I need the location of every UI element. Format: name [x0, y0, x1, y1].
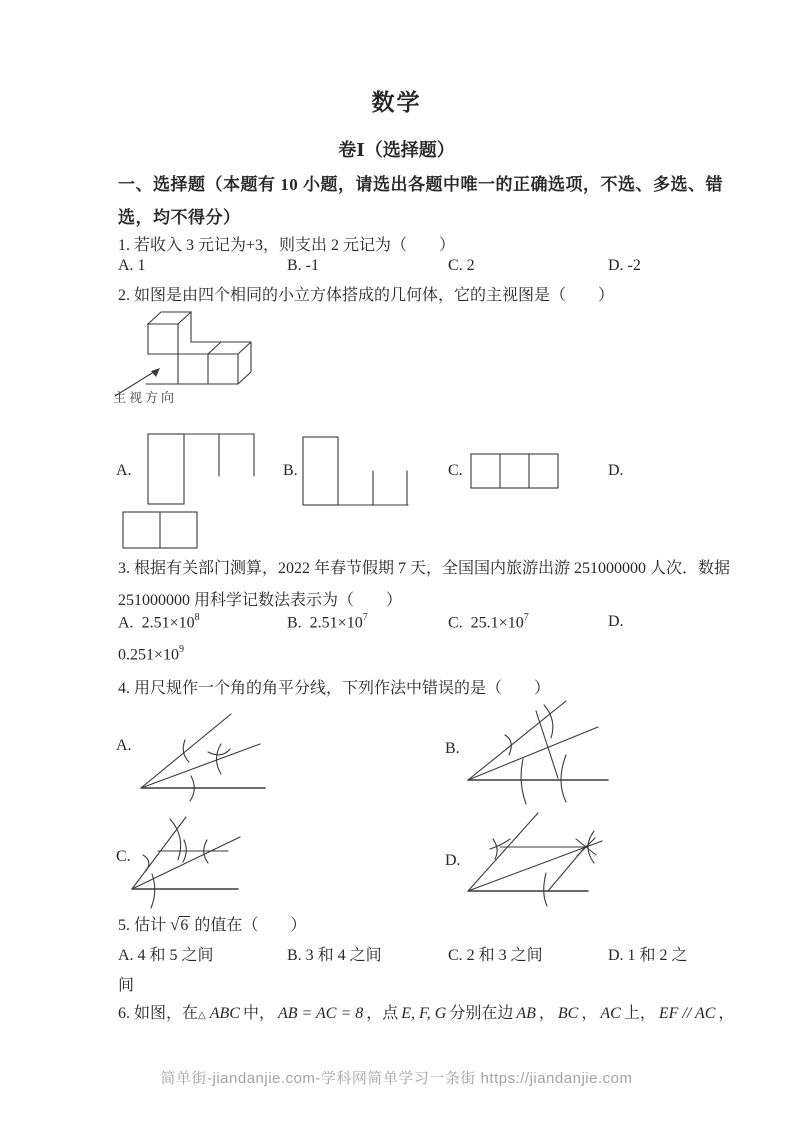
- q2-option-d-figure: [122, 511, 200, 551]
- triangle-symbol: △: [198, 1010, 206, 1021]
- q1-option-b: B. -1: [287, 257, 319, 274]
- q5-stem: [118, 912, 306, 935]
- q5-option-c: C. 2 和 3 之间: [448, 947, 543, 964]
- q2-option-d-label: D.: [608, 462, 624, 479]
- section-heading-line1: 一、选择题（本题有 10 小题，请选出各题中唯一的正确选项，不选、多选、错: [118, 175, 723, 194]
- q2-cube-solid-figure: [113, 304, 273, 386]
- q4-option-b-label: B.: [445, 740, 460, 757]
- q2-option-b-label: B.: [283, 462, 298, 479]
- section-heading-line2: 选，均不得分）: [118, 208, 241, 227]
- exam-title: 数学: [371, 90, 422, 115]
- q6-stem: 6. 如图，在△ ABC 中， AB = AC = 8 ，点 E, F, G 分别在边 AB ， BC ， AC 上， EF // AC ，: [118, 1005, 735, 1022]
- q4-option-d-figure: [446, 813, 616, 907]
- q5-radical-sign: √: [170, 915, 180, 934]
- q4-option-b-figure: [448, 697, 616, 815]
- q5-radicand: 6: [180, 917, 189, 934]
- q2-option-b-figure: [301, 435, 411, 509]
- q5-options: [118, 942, 688, 964]
- q4-option-c-label: C.: [116, 848, 131, 865]
- q2-option-c-label: C.: [448, 462, 463, 479]
- q3-option-d: D.: [608, 613, 624, 630]
- q3-option-a: A. $2.51\times 10^8$: [118, 612, 200, 632]
- q3-options: [118, 613, 678, 637]
- q3-stem-line2: 251000000 用科学记数法表示为（ ）: [118, 592, 403, 609]
- q1-option-d: D. -2: [608, 257, 641, 274]
- watermark-footer: 简单街-jiandanjie.com-学科网简单学习一条街 https://jiandanjie.com: [160, 1070, 633, 1087]
- q5-option-d: D. 1 和 2 之: [608, 947, 688, 964]
- q3-option-c: C. $25.1\times 10^7$: [448, 612, 529, 632]
- q5-stem-prefix: 5. 估计: [118, 917, 167, 934]
- q4-option-c-figure: [128, 815, 253, 909]
- q1-stem: 1. 若收入 3 元记为+3，则支出 2 元记为（ ）: [118, 237, 456, 254]
- q3-stem-line1: 3. 根据有关部门测算，2022 年春节假期 7 天，全国国内旅游出游 251000000 人次．数据: [118, 560, 731, 577]
- q1-options: [118, 257, 678, 279]
- q4-option-a-figure: [133, 700, 273, 802]
- q5-stem-suffix: 的值在（ ）: [194, 917, 307, 934]
- q5-option-d-wrap: 间: [118, 977, 135, 994]
- q2-option-a-label: A.: [116, 462, 132, 479]
- q2-stem: 2. 如图是由四个相同的小立方体搭成的几何体，它的主视图是（ ）: [118, 287, 615, 304]
- q2-option-a-figure: [146, 432, 261, 510]
- volume-subtitle: 卷Ⅰ（选择题）: [338, 140, 455, 160]
- q2-view-direction-label: 主视方向: [113, 390, 178, 405]
- q4-stem: 4. 用尺规作一个角的角平分线，下列作法中错误的是（ ）: [118, 680, 551, 697]
- q5-option-a: A. 4 和 5 之间: [118, 947, 214, 964]
- q5-option-b: B. 3 和 4 之间: [287, 947, 382, 964]
- q3-option-b: B. $2.51\times 10^7$: [287, 612, 368, 632]
- q4-option-a-label: A.: [116, 737, 132, 754]
- q4-option-d-label: D.: [445, 852, 461, 869]
- q1-option-a: A. 1: [118, 257, 146, 274]
- q1-option-c: C. 2: [448, 257, 475, 274]
- q2-option-c-figure: [470, 452, 562, 490]
- q3-option-d-wrap: $0.251\times 10^9$: [118, 644, 185, 664]
